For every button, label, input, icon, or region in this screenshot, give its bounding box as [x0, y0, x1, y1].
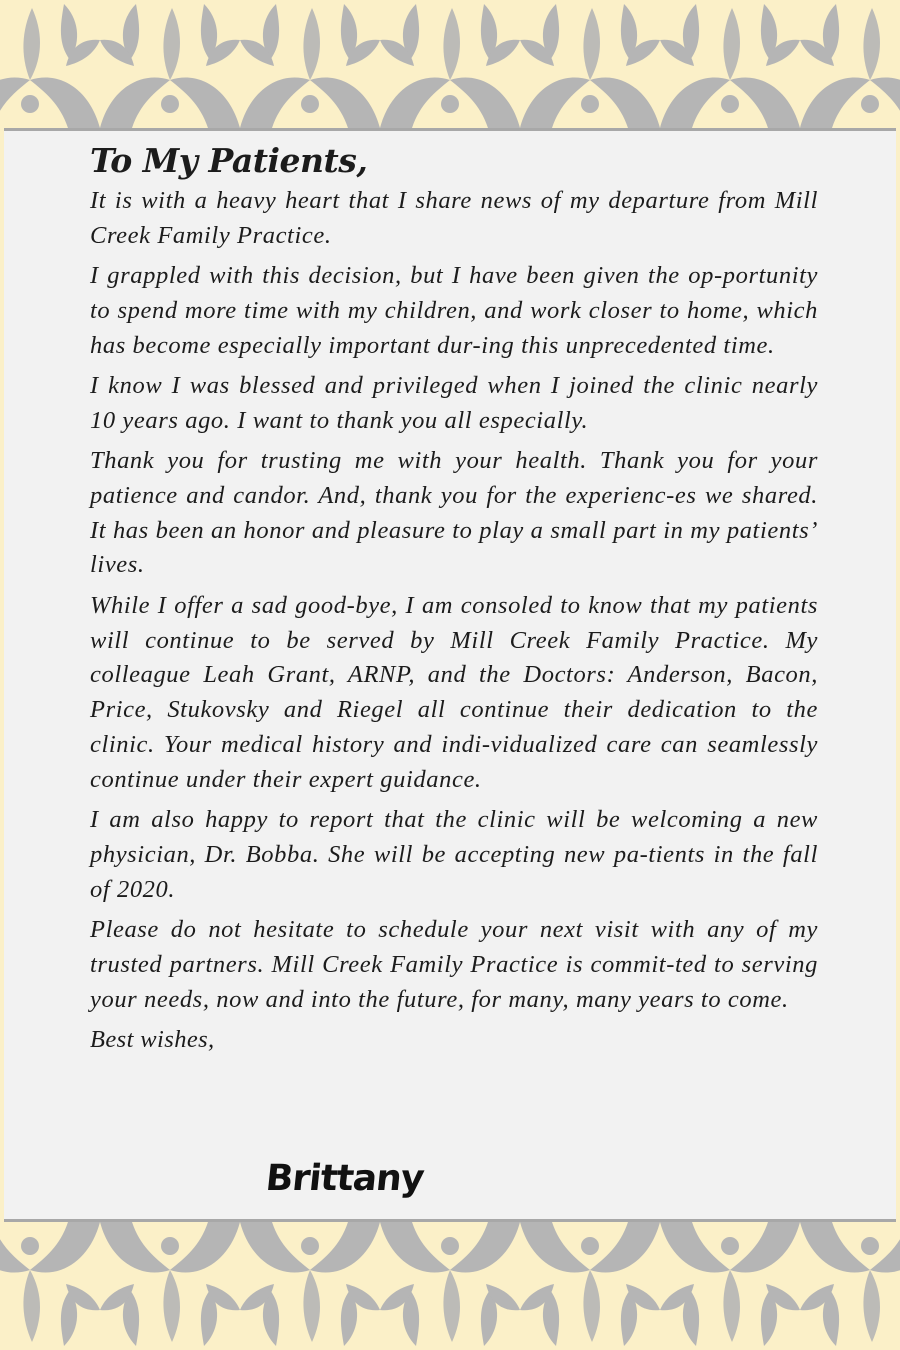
top-floral-border [0, 0, 900, 128]
bottom-floral-border [0, 1222, 900, 1350]
floral-pattern-icon [0, 1222, 900, 1350]
floral-pattern-icon [0, 0, 900, 128]
letter-body [90, 141, 818, 1057]
paragraph-decision: I grappled with this decision, but I have been given the op-portunity to spend more time with my children, and work closer to home, which has become especially important dur-ing this unprecedented time. [90, 262, 818, 359]
salutation: To My Patients, [90, 141, 368, 180]
signature: Brittany [263, 1158, 426, 1199]
paragraph-schedule: Please do not hesitate to schedule your next visit with any of my trusted partners. Mill Creek Family Practice is commit-ted to serving your needs, now and into the future, for many, many years to come. [90, 915, 818, 1013]
paragraph-blessed: I know I was blessed and privileged when I joined the clinic nearly 10 years ago. I want to thank you all especially. [90, 371, 818, 434]
closing: Best wishes, [90, 1025, 215, 1053]
letter-panel [4, 128, 896, 1222]
paragraph-colleagues: While I offer a sad good-bye, I am consoled to know that my patients will continue to be served by Mill Creek Family Practice. My colleague Leah Grant, ARNP, and the Doctors: Anderson, Bacon, Price, Stukovsky and Riegel all continue their dedication to the clinic. Your medical history and indi-vidualized care can seamlessly continue under their expert guidance. [90, 591, 818, 793]
paragraph-departure: It is with a heavy heart that I share news of my departure from Mill Creek Family Practice. [90, 187, 818, 249]
paragraph-new-physician: I am also happy to report that the clinic will be welcoming a new physician, Dr. Bobba. She will be accepting new pa-tients in the fall of 2020. [90, 806, 818, 903]
paragraph-thanks: Thank you for trusting me with your health. Thank you for your patience and candor. And, thank you for the experienc-es we shared. It has been an honor and pleasure to play a small part in my patients’ lives. [90, 447, 818, 579]
